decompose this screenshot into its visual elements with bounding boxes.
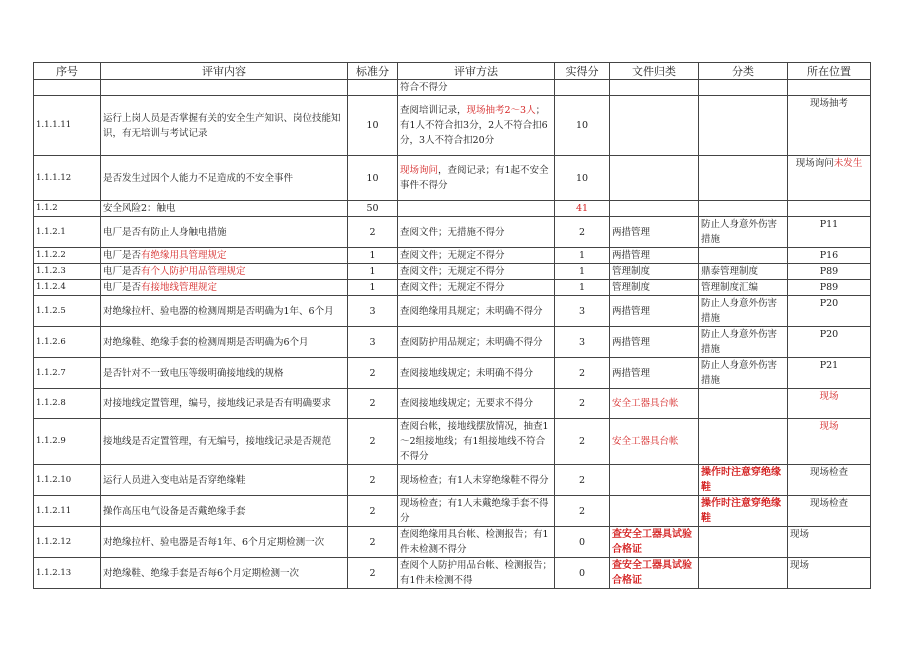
row-standard-score-text: 2 <box>369 367 376 379</box>
row-file-category <box>610 96 699 156</box>
row-method-text: 查阅接地线规定；未明确不得分 <box>400 367 534 379</box>
row-file-category-text: 管理制度 <box>612 282 651 293</box>
col-header-file-category: 文件归类 <box>610 63 699 80</box>
row-standard-score-text: 1 <box>369 266 376 277</box>
row-id-text: 1.1.2.12 <box>36 536 72 547</box>
table-row <box>34 358 871 389</box>
row-content <box>101 280 348 296</box>
row-file-category-note: 查安全工器具试验合格证 <box>612 529 692 555</box>
row-standard-score-text: 3 <box>369 336 376 348</box>
row-file-category <box>610 419 699 465</box>
row-method-text: 查阅接地线规定；无要求不得分 <box>400 398 534 409</box>
row-method-text: 现场检查；有1人未穿绝缘鞋不得分 <box>400 474 549 486</box>
row-id-text: 1.1.2.10 <box>36 474 72 485</box>
row-classification <box>699 201 788 217</box>
row-classification <box>699 96 788 156</box>
col-header-id: 序号 <box>34 63 101 80</box>
row-file-category-text: 两措管理 <box>612 305 651 317</box>
row-standard-score-text: 2 <box>369 567 376 579</box>
row-location <box>788 248 871 264</box>
row-location-highlight: 现场 <box>819 421 839 432</box>
row-content-text: 电厂是否有防止人身触电措施 <box>103 226 227 238</box>
row-content-text: 操作高压电气设备是否戴绝缘手套 <box>103 505 246 517</box>
row-location <box>788 558 871 589</box>
col-header-method: 评审方法 <box>398 63 555 80</box>
row-classification <box>699 280 788 296</box>
row-method-text: 查阅台帐，接地线摆放情况，抽查1～2组接地线；有1组接地线不符合不得分 <box>400 421 549 462</box>
row-file-category <box>610 264 699 280</box>
row-actual-score-text: 1 <box>578 282 586 293</box>
row-location-text: 现场抽考 <box>809 98 848 109</box>
col-header-content: 评审内容 <box>101 63 348 80</box>
row-file-category-text: 安全工器具台帐 <box>612 436 679 447</box>
row-standard-score-text: 10 <box>366 172 379 184</box>
row-file-category <box>610 156 699 201</box>
table-row <box>34 217 871 248</box>
row-id-text: 1.1.2.7 <box>36 367 66 378</box>
row-content <box>101 496 348 527</box>
row-classification <box>699 80 788 96</box>
row-classification <box>699 358 788 389</box>
row-method <box>398 80 555 96</box>
row-location <box>788 96 871 156</box>
row-location <box>788 80 871 96</box>
row-content <box>101 96 348 156</box>
row-content-text: 对接地线定置管理，编号，接地线记录是否有明确要求 <box>103 398 332 409</box>
row-content-text: 电厂是否 <box>103 282 142 293</box>
row-method-text: ；有1人不符合扣3分，2人不符合扣6分，3人不符合扣20分 <box>400 105 548 146</box>
row-classification <box>699 419 788 465</box>
row-standard-score-text: 2 <box>369 226 376 238</box>
row-method <box>398 280 555 296</box>
row-standard-score-text: 2 <box>369 398 376 409</box>
row-classification <box>699 558 788 589</box>
row-actual-score <box>555 201 610 217</box>
row-actual-score-text: 41 <box>575 203 589 214</box>
row-actual-score <box>555 280 610 296</box>
row-location-text: 现场询问 <box>795 158 834 169</box>
row-standard-score <box>348 280 398 296</box>
row-actual-score-text: 2 <box>578 505 586 517</box>
row-id <box>34 419 101 465</box>
row-file-category-text: 两措管理 <box>612 336 651 348</box>
row-id <box>34 248 101 264</box>
row-location-text: 现场 <box>790 560 810 571</box>
row-actual-score <box>555 296 610 327</box>
row-method-text: 查阅防护用品规定；未明确不得分 <box>400 336 543 348</box>
row-id-text: 1.1.2 <box>36 203 58 213</box>
row-method-text: 查阅个人防护用品台帐、检测报告；有1件未检测不得 <box>400 560 553 586</box>
row-location <box>788 496 871 527</box>
row-location <box>788 358 871 389</box>
row-content <box>101 80 348 96</box>
table-body <box>34 80 871 589</box>
table-row <box>34 156 871 201</box>
row-id-text: 1.1.2.3 <box>36 266 66 276</box>
col-header-standard-score: 标准分 <box>348 63 398 80</box>
row-location-text: 现场 <box>790 529 810 540</box>
row-actual-score <box>555 264 610 280</box>
header-row <box>34 63 871 80</box>
row-classification <box>699 296 788 327</box>
row-method-text: 查阅文件；无规定不得分 <box>400 250 505 261</box>
row-method <box>398 558 555 589</box>
row-standard-score-text: 50 <box>366 203 379 214</box>
table-row <box>34 389 871 419</box>
row-id <box>34 496 101 527</box>
row-actual-score-text: 0 <box>578 536 586 548</box>
row-file-category <box>610 527 699 558</box>
table-row <box>34 496 871 527</box>
row-standard-score-text: 2 <box>369 505 376 517</box>
row-standard-score <box>348 217 398 248</box>
row-location <box>788 465 871 496</box>
table-row <box>34 248 871 264</box>
row-content-highlight: 有接地线管理规定 <box>141 282 218 293</box>
row-content-text: 安全风险2：触电 <box>103 203 176 214</box>
row-standard-score-text: 1 <box>369 282 376 293</box>
row-content <box>101 217 348 248</box>
row-actual-score-text: 1 <box>578 266 586 277</box>
row-classification <box>699 527 788 558</box>
row-standard-score <box>348 296 398 327</box>
row-method-text: 查阅培训记录， <box>400 105 467 116</box>
row-standard-score-text: 10 <box>366 120 379 131</box>
row-actual-score-text: 10 <box>575 120 589 131</box>
row-id-text: 1.1.2.2 <box>36 250 66 260</box>
row-location-text: 现场检查 <box>809 467 848 478</box>
table-row <box>34 80 871 96</box>
row-id-text: 1.1.2.5 <box>36 305 66 316</box>
row-file-category <box>610 201 699 217</box>
row-file-category <box>610 389 699 419</box>
table-row <box>34 327 871 358</box>
row-file-category-text: 安全工器具台帐 <box>612 398 679 409</box>
row-method <box>398 248 555 264</box>
row-standard-score <box>348 327 398 358</box>
row-method-text: 查阅文件；无规定不得分 <box>400 266 505 277</box>
row-method-text: 查阅绝缘用具规定；未明确不得分 <box>400 305 543 317</box>
col-header-actual-score: 实得分 <box>555 63 610 80</box>
evaluation-table <box>33 62 871 589</box>
row-classification-text: 防止人身意外伤害措施 <box>701 298 778 324</box>
row-file-category <box>610 358 699 389</box>
table-row <box>34 558 871 589</box>
row-content-text: 是否发生过因个人能力不足造成的不安全事件 <box>103 172 294 184</box>
row-id <box>34 264 101 280</box>
row-actual-score <box>555 96 610 156</box>
row-id-text: 1.1.2.9 <box>36 436 66 446</box>
row-id-text: 1.1.2.4 <box>36 282 66 292</box>
row-content <box>101 156 348 201</box>
row-location <box>788 264 871 280</box>
row-classification-text: 防止人身意外伤害措施 <box>701 329 778 355</box>
row-content <box>101 389 348 419</box>
row-id-text: 1.1.2.1 <box>36 226 66 237</box>
row-content <box>101 465 348 496</box>
row-location-highlight: 现场 <box>819 391 839 402</box>
row-standard-score <box>348 156 398 201</box>
row-content <box>101 296 348 327</box>
row-actual-score <box>555 327 610 358</box>
row-id <box>34 558 101 589</box>
row-standard-score <box>348 558 398 589</box>
row-actual-score-text: 2 <box>578 398 586 409</box>
row-file-category-note: 查安全工器具试验合格证 <box>612 560 692 586</box>
row-file-category <box>610 217 699 248</box>
row-method <box>398 327 555 358</box>
row-id-text: 1.1.1.11 <box>36 120 72 130</box>
row-standard-score <box>348 389 398 419</box>
row-method <box>398 419 555 465</box>
row-standard-score-text: 2 <box>369 436 376 447</box>
row-actual-score <box>555 465 610 496</box>
row-method <box>398 201 555 217</box>
row-actual-score <box>555 419 610 465</box>
row-method-text: 符合不得分 <box>400 82 448 93</box>
row-standard-score <box>348 527 398 558</box>
row-method-text: 查阅文件；无措施不得分 <box>400 226 505 238</box>
row-location-text: 现场检查 <box>809 498 848 509</box>
row-id <box>34 80 101 96</box>
row-content-text: 是否针对不一致电压等级明确接地线的规格 <box>103 367 284 379</box>
row-id <box>34 358 101 389</box>
row-id-text: 1.1.1.12 <box>36 172 72 183</box>
row-actual-score-text: 3 <box>578 305 586 317</box>
row-id <box>34 201 101 217</box>
row-standard-score <box>348 80 398 96</box>
row-location-text: P16 <box>819 250 839 261</box>
row-classification <box>699 465 788 496</box>
row-content-text: 接地线是否定置管理，有无编号，接地线记录是否规范 <box>103 436 332 447</box>
row-classification-text: 鼎泰管理制度 <box>701 266 759 277</box>
col-header-location: 所在位置 <box>788 63 871 80</box>
row-method <box>398 156 555 201</box>
row-id <box>34 156 101 201</box>
row-classification <box>699 248 788 264</box>
row-standard-score <box>348 419 398 465</box>
row-id <box>34 527 101 558</box>
row-standard-score <box>348 96 398 156</box>
row-content-text: 运行人员进入变电站是否穿绝缘鞋 <box>103 474 246 486</box>
row-classification-text: 防止人身意外伤害措施 <box>701 219 778 245</box>
row-method <box>398 296 555 327</box>
table-row <box>34 280 871 296</box>
row-id <box>34 280 101 296</box>
row-content <box>101 527 348 558</box>
row-content <box>101 248 348 264</box>
row-method <box>398 96 555 156</box>
row-standard-score <box>348 358 398 389</box>
row-id <box>34 327 101 358</box>
row-id-text: 1.1.2.6 <box>36 336 66 347</box>
row-file-category <box>610 327 699 358</box>
row-method <box>398 264 555 280</box>
row-actual-score-text: 3 <box>578 336 586 348</box>
row-actual-score-text: 0 <box>578 567 586 579</box>
row-method-highlight: 现场询问 <box>400 165 439 176</box>
row-location <box>788 156 871 201</box>
row-location-text: P20 <box>819 329 839 340</box>
row-content <box>101 419 348 465</box>
row-file-category <box>610 496 699 527</box>
row-actual-score-text: 1 <box>578 250 586 261</box>
row-location <box>788 217 871 248</box>
row-actual-score <box>555 558 610 589</box>
row-content <box>101 264 348 280</box>
row-content <box>101 201 348 217</box>
row-method-highlight: 现场抽考2～3人 <box>466 105 536 116</box>
row-location <box>788 327 871 358</box>
row-classification-note: 操作时注意穿绝缘鞋 <box>701 498 781 524</box>
row-file-category <box>610 80 699 96</box>
row-method-text: 查阅文件；无规定不得分 <box>400 282 505 293</box>
row-method <box>398 358 555 389</box>
row-content-text: 运行上岗人员是否掌握有关的安全生产知识、岗位技能知识，有无培训与考试记录 <box>103 112 341 139</box>
row-standard-score-text: 3 <box>369 305 376 317</box>
row-classification-note: 操作时注意穿绝缘鞋 <box>701 467 781 493</box>
row-location-text: P89 <box>819 282 839 293</box>
row-file-category-text: 两措管理 <box>612 250 651 261</box>
row-content-text: 对绝缘鞋、绝缘手套的检测周期是否明确为6个月 <box>103 336 309 348</box>
row-classification <box>699 327 788 358</box>
row-method <box>398 465 555 496</box>
row-content-text: 对绝缘拉杆、验电器的检测周期是否明确为1年、6个月 <box>103 305 334 317</box>
row-file-category-text: 两措管理 <box>612 367 651 379</box>
row-standard-score <box>348 465 398 496</box>
row-content-text: 电厂是否 <box>103 266 142 277</box>
table-row <box>34 96 871 156</box>
table-row <box>34 296 871 327</box>
row-classification <box>699 389 788 419</box>
row-actual-score-text: 10 <box>575 172 589 184</box>
row-classification <box>699 496 788 527</box>
row-actual-score-text: 2 <box>578 474 586 486</box>
row-location-highlight: 未发生 <box>833 158 863 169</box>
col-header-classification: 分类 <box>699 63 788 80</box>
table-row <box>34 465 871 496</box>
row-id <box>34 217 101 248</box>
table-row <box>34 527 871 558</box>
row-content-highlight: 有绝缘用具管理规定 <box>141 250 227 261</box>
row-classification-text: 防止人身意外伤害措施 <box>701 360 778 386</box>
row-file-category <box>610 465 699 496</box>
row-id-text: 1.1.2.13 <box>36 567 72 578</box>
row-actual-score <box>555 80 610 96</box>
row-standard-score-text: 2 <box>369 474 376 486</box>
row-id <box>34 465 101 496</box>
row-location <box>788 389 871 419</box>
row-content-text: 电厂是否 <box>103 250 142 261</box>
row-file-category-text: 管理制度 <box>612 266 651 277</box>
row-standard-score <box>348 248 398 264</box>
row-classification <box>699 217 788 248</box>
row-method <box>398 217 555 248</box>
row-id <box>34 96 101 156</box>
row-actual-score <box>555 496 610 527</box>
row-classification-text: 管理制度汇编 <box>701 282 759 293</box>
row-actual-score <box>555 527 610 558</box>
table-row <box>34 264 871 280</box>
row-location <box>788 419 871 465</box>
row-actual-score <box>555 389 610 419</box>
row-standard-score-text: 1 <box>369 250 376 261</box>
row-file-category <box>610 558 699 589</box>
row-method-text: 现场检查；有1人未戴绝缘手套不得分 <box>400 498 549 524</box>
row-actual-score <box>555 358 610 389</box>
row-location-text: P21 <box>819 360 839 371</box>
row-method-text: 查阅绝缘用具台帐、检测报告；有1件未检测不得分 <box>400 529 549 555</box>
row-method-text: ，查阅记录；有1起不安全事件不得分 <box>400 165 549 191</box>
row-method <box>398 389 555 419</box>
row-actual-score-text: 2 <box>578 436 586 447</box>
row-actual-score <box>555 156 610 201</box>
row-content <box>101 327 348 358</box>
row-id-text: 1.1.2.8 <box>36 398 66 408</box>
row-content-text: 对绝缘拉杆、验电器是否每1年、6个月定期检测一次 <box>103 536 325 548</box>
row-content <box>101 358 348 389</box>
row-location <box>788 296 871 327</box>
row-location-text: P89 <box>819 266 839 277</box>
table-row <box>34 419 871 465</box>
row-standard-score <box>348 264 398 280</box>
row-location-text: P11 <box>819 219 839 230</box>
row-actual-score <box>555 217 610 248</box>
row-file-category <box>610 248 699 264</box>
row-classification <box>699 156 788 201</box>
row-id-text: 1.1.2.11 <box>36 505 72 516</box>
row-actual-score-text: 2 <box>578 226 586 238</box>
row-actual-score-text: 2 <box>578 367 586 379</box>
row-method <box>398 496 555 527</box>
row-actual-score <box>555 248 610 264</box>
row-id <box>34 389 101 419</box>
row-file-category <box>610 296 699 327</box>
row-standard-score-text: 2 <box>369 536 376 548</box>
row-method <box>398 527 555 558</box>
row-content <box>101 558 348 589</box>
row-location <box>788 280 871 296</box>
row-classification <box>699 264 788 280</box>
row-location <box>788 201 871 217</box>
table-row <box>34 201 871 217</box>
row-location-text: P20 <box>819 298 839 309</box>
row-id <box>34 296 101 327</box>
row-standard-score <box>348 201 398 217</box>
row-content-highlight: 有个人防护用品管理规定 <box>141 266 246 277</box>
row-content-text: 对绝缘鞋、绝缘手套是否每6个月定期检测一次 <box>103 567 300 579</box>
row-location <box>788 527 871 558</box>
row-standard-score <box>348 496 398 527</box>
row-file-category-text: 两措管理 <box>612 226 651 238</box>
row-file-category <box>610 280 699 296</box>
